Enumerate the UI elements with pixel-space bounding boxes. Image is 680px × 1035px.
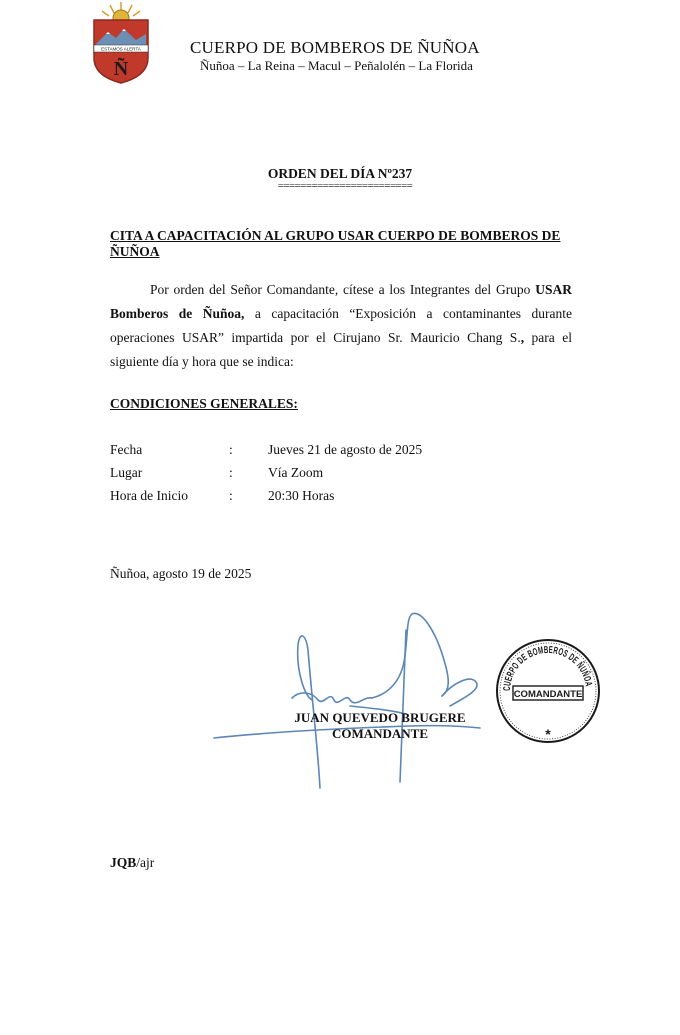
condition-label: Lugar	[110, 465, 143, 480]
reference-initials	[110, 855, 154, 871]
condition-separator: :	[229, 488, 233, 503]
conditions-heading: CONDICIONES GENERALES:	[110, 396, 298, 411]
condition-separator: :	[229, 465, 233, 480]
signer-name: JUAN QUEVEDO BRUGERE	[294, 710, 466, 725]
initials-signer: JQB	[110, 855, 137, 870]
body-text-part1: Por orden del Señor Comandante, cítese a los Integrantes del Grupo	[150, 282, 536, 297]
signer-role: COMANDANTE	[331, 726, 429, 741]
crest-banner-text: ESTAMOS ALERTA	[101, 46, 141, 52]
initials-typist: /ajr	[136, 855, 155, 870]
condition-value: 20:30 Horas	[268, 488, 335, 503]
handwritten-signature-icon	[200, 610, 490, 795]
condition-value: Vía Zoom	[268, 465, 324, 480]
place-date-line: Ñuñoa, agosto 19 de 2025	[110, 566, 252, 581]
fire-department-crest-icon	[90, 0, 152, 85]
crest-letter: Ñ	[113, 58, 129, 80]
organization-name: CUERPO DE BOMBEROS DE ÑUÑOA	[190, 38, 480, 57]
body-text-part3: para el siguiente día y hora que se indica:	[110, 330, 572, 369]
condition-row-date	[110, 442, 530, 462]
organization-subtitle: Ñuñoa – La Reina – Macul – Peñalolén – La Florida	[200, 58, 473, 73]
condition-row-start-time	[110, 488, 530, 508]
condition-separator: :	[229, 442, 233, 457]
subject-heading: CITA A CAPACITACIÓN AL GRUPO USAR CUERPO DE BOMBEROS DE ÑUÑOA	[110, 228, 561, 259]
signer-block	[280, 710, 480, 742]
body-text-group-name: USAR Bomberos de Ñuñoa,	[110, 282, 572, 321]
body-text-comma: ,	[520, 330, 525, 345]
condition-value: Jueves 21 de agosto de 2025	[268, 442, 423, 457]
order-title: ORDEN DEL DÍA Nº237	[267, 166, 413, 181]
seal-center-text: COMANDANTE	[513, 689, 583, 700]
seal-ring-text: CUERPO DE BOMBEROS DE ÑUÑOA	[501, 644, 595, 692]
body-paragraph	[110, 278, 572, 374]
condition-row-place	[110, 465, 530, 485]
body-text-part2: a capacitación “Exposición a contaminantes durante operaciones USAR” impartida por el Cirujano Sr. Mauricio Chang S.	[110, 306, 572, 345]
order-title-rule: ========================	[277, 180, 413, 192]
condition-label: Fecha	[110, 442, 143, 457]
official-seal-stamp-icon	[495, 636, 601, 746]
seal-star: *	[545, 726, 551, 742]
condition-label: Hora de Inicio	[110, 488, 188, 503]
